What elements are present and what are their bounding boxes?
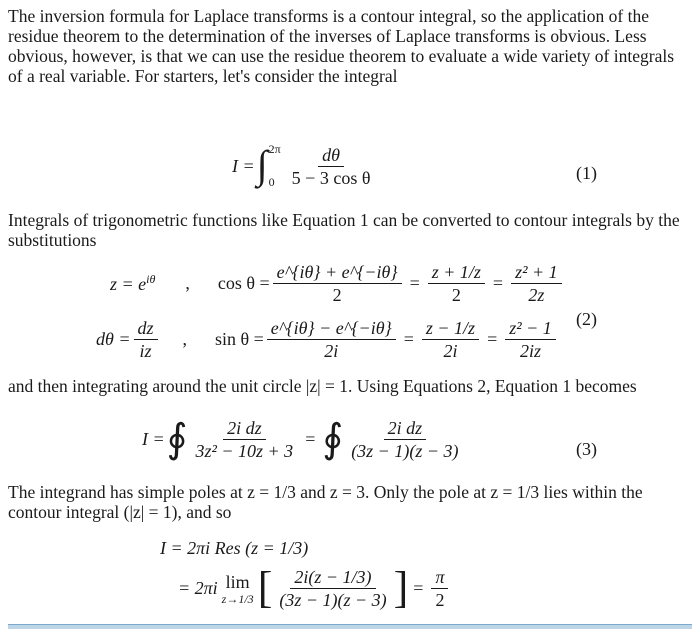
res2-lhs: = 2πi <box>178 577 218 598</box>
intro-paragraph: The inversion formula for Laplace transforms is a contour integral, so the application of the residue theorem to the determination of the inverses of Laplace transforms is obvious. Less obvious, however, is that we can use the residue theorem to evaluate a wide variety of integrals of a real variable. For starters, let's consider the integral <box>8 6 675 86</box>
right-bracket: ] <box>393 563 409 612</box>
equals: = <box>492 273 504 293</box>
comma-2: , <box>182 329 188 349</box>
contour-integral-sign-2: ∮ <box>322 415 344 461</box>
z-def-exponent: iθ <box>146 272 156 286</box>
res2-fraction <box>275 567 390 610</box>
integral-limits <box>269 142 281 190</box>
upper-limit: 2π <box>268 142 281 156</box>
equals: = <box>413 577 424 598</box>
equals: = <box>409 273 420 293</box>
eq1-lhs: I = <box>232 155 255 176</box>
cos-frac-2-den: 2 <box>451 285 461 305</box>
residue-line-2 <box>178 563 451 612</box>
result-denominator: 2 <box>435 589 445 610</box>
cos-frac-1-den: 2 <box>332 285 342 305</box>
cos-frac-3-den: 2z <box>528 285 545 305</box>
eq1-denominator: 5 − 3 cos θ <box>291 167 371 188</box>
sin-lhs: sin θ = <box>215 329 264 349</box>
cos-frac-1 <box>273 262 402 305</box>
eq3-frac-2 <box>347 418 462 461</box>
dtheta-lhs: dθ = <box>96 329 131 349</box>
limit <box>222 572 254 605</box>
res2-denominator: (3z − 1)(z − 3) <box>279 589 387 610</box>
dtheta-num: dz <box>134 318 158 340</box>
sin-frac-1-num: e^{iθ} − e^{−iθ} <box>267 318 396 340</box>
sin-frac-1-den: 2i <box>324 341 339 361</box>
sin-frac-1 <box>267 318 396 361</box>
cos-frac-1-num: e^{iθ} + e^{−iθ} <box>273 262 402 284</box>
sin-frac-2-num: z − 1/z <box>422 318 479 340</box>
equals: = <box>487 329 498 349</box>
sin-frac-3-den: 2iz <box>519 341 541 361</box>
equals: = <box>403 329 414 349</box>
equation-2-row-1 <box>110 262 565 305</box>
eq2-number: (2) <box>576 309 597 329</box>
eq1-number: (1) <box>576 163 597 183</box>
left-bracket: [ <box>257 563 273 612</box>
lower-limit: 0 <box>268 175 275 189</box>
z-def-base: z = e <box>110 274 147 294</box>
eq3-frac-1-den: 3z² − 10z + 3 <box>195 441 294 461</box>
eq3-frac-1-num: 2i dz <box>223 418 266 440</box>
unit-circle-paragraph: and then integrating around the unit circle |z| = 1. Using Equations 2, Equation 1 becomes <box>8 376 637 396</box>
result-numerator: π <box>431 567 448 589</box>
cos-frac-2-num: z + 1/z <box>428 262 485 284</box>
eq3-lhs: I = <box>142 429 165 449</box>
comma-1: , <box>185 273 190 293</box>
equation-2-row-2 <box>96 318 559 361</box>
cos-frac-2 <box>428 262 485 305</box>
equals: = <box>305 429 316 449</box>
sin-frac-2 <box>422 318 479 361</box>
sin-frac-2-den: 2i <box>443 341 458 361</box>
eq3-number: (3) <box>576 439 597 459</box>
equation-3 <box>142 415 465 461</box>
eq3-frac-1 <box>191 418 297 461</box>
eq1-fraction <box>288 145 375 188</box>
integral-sign: ∫ <box>256 142 268 187</box>
poles-paragraph: The integrand has simple poles at z = 1/3 and z = 3. Only the pole at z = 1/3 lies within the contour integral (|z| = 1), and so <box>8 482 643 522</box>
residue-line-1: I = 2πi Res (z = 1/3) <box>160 538 309 558</box>
z-def <box>110 272 155 295</box>
bottom-highlight-rule <box>8 624 692 629</box>
contour-integral-sign-1: ∮ <box>166 415 188 461</box>
limit-subscript: z→1/3 <box>221 591 254 606</box>
cos-lhs: cos θ = <box>217 273 270 293</box>
sin-frac-3-num: z² − 1 <box>505 318 556 340</box>
cos-frac-3 <box>511 262 562 305</box>
dtheta-den: iz <box>139 341 152 361</box>
sin-frac-3 <box>505 318 556 361</box>
cos-frac-3-num: z² + 1 <box>511 262 562 284</box>
res2-numerator: 2i(z − 1/3) <box>290 567 375 589</box>
eq3-frac-2-num: 2i dz <box>384 418 427 440</box>
eq3-frac-2-den: (3z − 1)(z − 3) <box>351 441 459 461</box>
equation-1 <box>232 142 377 190</box>
substitution-paragraph: Integrals of trigonometric functions like Equation 1 can be converted to contour integrals by the substitutions <box>8 210 680 250</box>
limit-word: lim <box>225 571 250 592</box>
dtheta-frac <box>134 318 158 361</box>
result-fraction <box>431 567 448 610</box>
eq1-numerator: dθ <box>318 145 344 167</box>
